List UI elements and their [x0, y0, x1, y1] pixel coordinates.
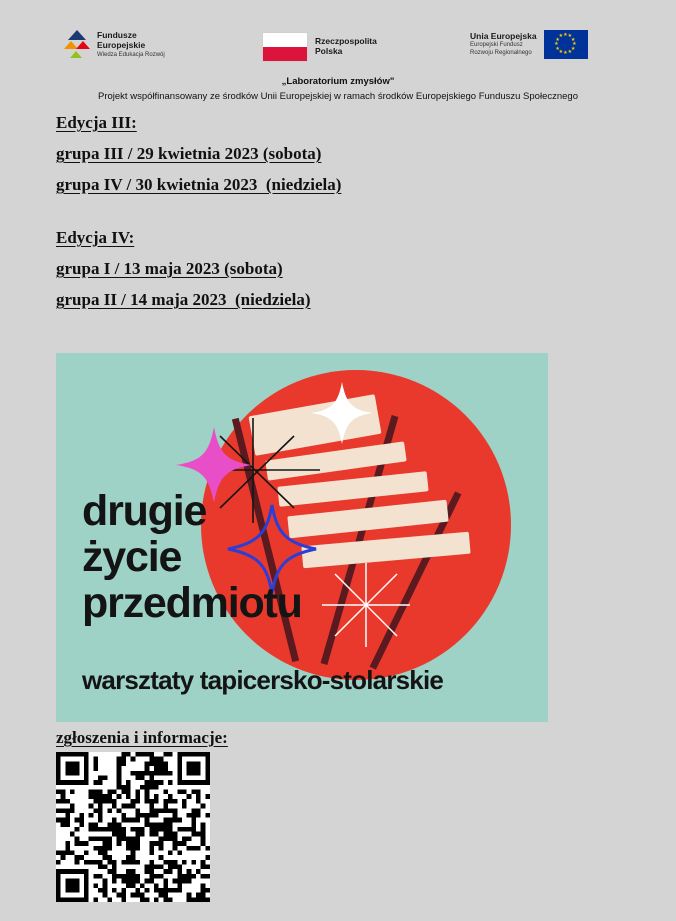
heading-edycja-iii: Edycja III: [56, 113, 137, 132]
schedule-spacer [56, 206, 616, 228]
workshop-poster [56, 353, 548, 722]
qr-code-image [56, 752, 210, 902]
logo-ue-line3: Rozwoju Regionalnego [470, 50, 532, 57]
poster-title-line1: drugie [82, 487, 207, 535]
logo-fe-text [97, 31, 165, 58]
logo-fundusze-europejskie [64, 30, 165, 60]
logo-ue-line1: Unia Europejska [470, 30, 537, 41]
funding-logos-strip [60, 26, 620, 70]
logo-ue-line2: Europejski Fundusz [470, 42, 523, 49]
logo-rp-line1: Rzeczpospolita [315, 36, 377, 47]
white-starburst-icon [318, 563, 414, 649]
logo-fe-line3: Wiedza Edukacja Rozwój [97, 51, 165, 58]
poster-subtitle: warsztaty tapicersko-stolarskie [82, 665, 444, 695]
white-sparkle-icon [310, 381, 374, 445]
logo-rzeczpospolita-polska [262, 32, 377, 62]
poster-title-line3: przedmiotu [82, 579, 302, 627]
schedule-item-grupa-i: grupa I / 13 maja 2023 (sobota) [56, 259, 283, 278]
logo-rp-text [315, 37, 377, 57]
polish-flag-icon [262, 32, 308, 62]
qr-label: zgłoszenia i informacje: [56, 728, 228, 747]
project-title: „Laboratorium zmysłów" [281, 76, 395, 87]
schedule-item-grupa-ii: grupa II / 14 maja 2023 (niedziela) [56, 290, 311, 309]
logo-rp-line2: Polska [315, 46, 343, 56]
schedule-item-grupa-iv: grupa IV / 30 kwietnia 2023 (niedziela) [56, 175, 342, 194]
logo-unia-europejska [470, 30, 588, 59]
logo-fe-line2: Europejskie [97, 40, 146, 51]
schedule-item-grupa-iii: grupa III / 29 kwietnia 2023 (sobota) [56, 144, 322, 163]
poster-title-line2: życie [82, 533, 182, 581]
poster-title [82, 488, 302, 626]
heading-edycja-iv: Edycja IV: [56, 228, 135, 247]
logo-fe-line1: Fundusze [97, 30, 137, 41]
fundusze-europejskie-icon [64, 30, 90, 60]
eu-flag-icon: ★ ★ ★ ★ ★ ★ ★ ★ ★ ★ ★ ★ [544, 30, 588, 59]
project-header-text [0, 76, 676, 102]
logo-ue-text [470, 32, 537, 58]
qr-code[interactable] [56, 752, 210, 902]
project-subtitle: Projekt współfinansowany ze środków Unii Europejskiej w ramach środków Europejskiego Funduszu Społecznego [98, 91, 578, 102]
schedule-block [56, 113, 616, 321]
